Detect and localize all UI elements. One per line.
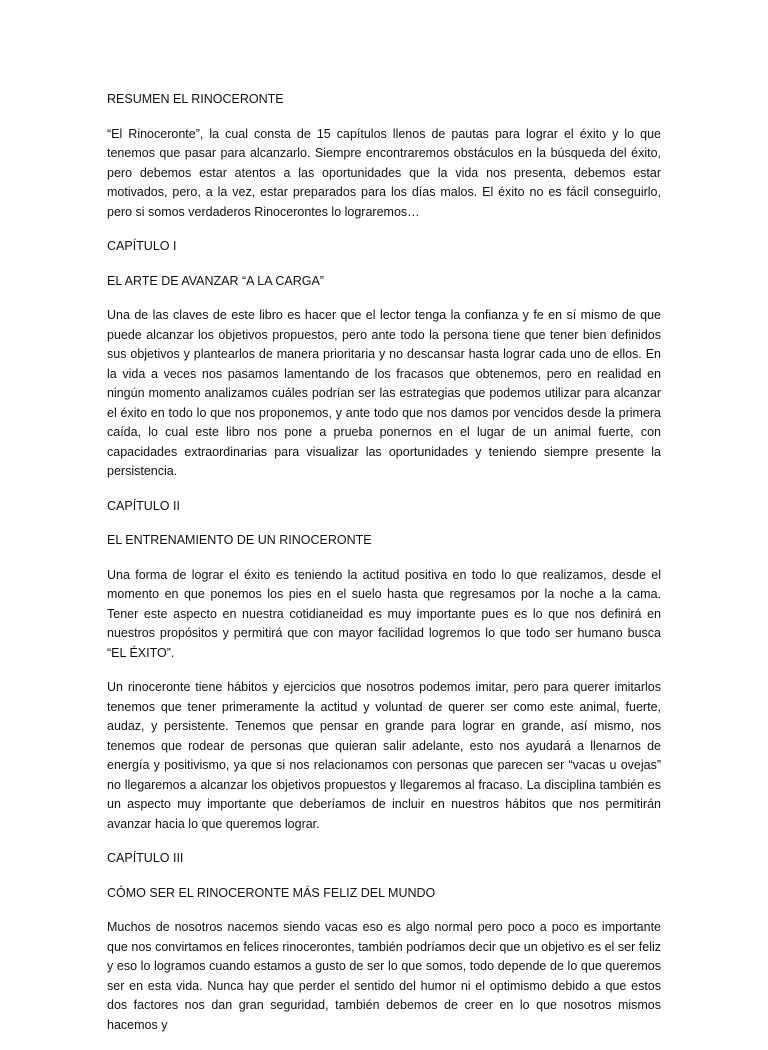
- chapter-1-paragraph: Una de las claves de este libro es hacer que el lector tenga la confianza y fe en sí mismo de que puede alcanzar los objetivos propuestos, pero ante todo la persona tiene que tener bien definidos sus objetivos y plantearlos de manera prioritaria y no descansar hasta lograr cada uno de ellos. En la vida a veces nos pasamos lamentando de los fracasos que obtenemos, pero en realidad en ningún momento analizamos cuáles podrían ser las estrategias que podemos utilizar para alcanzar el éxito en todo lo que nos proponemos, y ante todo que nos damos por vencidos desde la primera caída, lo cual este libro nos pone a prueba ponernos en el lugar de un animal fuerte, con capacidades extraordinarias para visualizar las oportunidades y teniendo siempre presente la persistencia.: [107, 308, 661, 478]
- chapter-1-label: CAPÍTULO I: [107, 239, 177, 253]
- chapter-2-label: CAPÍTULO II: [107, 498, 180, 513]
- intro-paragraph: “El Rinoceronte”, la cual consta de 15 capítulos llenos de pautas para lograr el éxito y lo que tenemos que pasar para alcanzarlo. Siempre encontraremos obstáculos en la búsqueda del éxito, pero debemos estar atentos a las oportunidades que la vida nos presenta, debemos estar motivados, pero, a la vez, estar preparados para los días malos. El éxito no es fácil conseguirlo, pero si somos verdaderos Rinocerontes lo lograremos…: [107, 126, 661, 219]
- chapter-3-paragraph: Muchos de nosotros nacemos siendo vacas eso es algo normal pero poco a poco es importante que nos convirtamos en felices rinocerontes, también podríamos decir que un objetivo es el ser feliz y eso lo logramos cuando estamos a gusto de ser lo que somos, todo depende de lo que queremos ser en esta vida. Nunca hay que perder el sentido del humor ni el optimismo debido a que estos dos factores nos dan gran seguridad, también debemos de creer en lo que nosotros mismos hacemos y: [107, 920, 661, 1032]
- document-body: [107, 90, 661, 1050]
- chapter-3-label: CAPÍTULO III: [107, 851, 184, 865]
- document-title: RESUMEN EL RINOCERONTE: [107, 92, 284, 106]
- chapter-2-title: EL ENTRENAMIENTO DE UN RINOCERONTE: [107, 533, 372, 547]
- chapter-2-paragraph-2: Un rinoceronte tiene hábitos y ejercicios que nosotros podemos imitar, pero para querer imitarlos tenemos que tener primeramente la actitud y voluntad de querer ser como este animal, fuerte, audaz, y persistente. Tenemos que pensar en grande para lograr en grande, así mismo, nos tenemos que rodear de personas que quieran salir adelante, esto nos ayudará a llenarnos de energía y positivismo, ya que si nos relacionamos con personas que parecen ser “vacas u ovejas” no llegaremos a alcanzar los objetivos propuestos y llegaremos al fracaso. La disciplina también es un aspecto muy importante que deberíamos de incluir en nuestros hábitos que nos permitirán avanzar hacia lo que queremos lograr.: [107, 680, 661, 831]
- chapter-2-paragraph-1: Una forma de lograr el éxito es teniendo la actitud positiva en todo lo que realizamos, desde el momento en que ponemos los pies en el suelo hasta que regresamos por la noche a la cama. Tener este aspecto en nuestra cotidianeidad es muy importante pues es lo que nos definirá en nuestros propósitos y permitirá que con mayor facilidad logremos lo que todo ser humano busca “EL ÉXITO”.: [107, 567, 661, 660]
- chapter-3-title: CÓMO SER EL RINOCERONTE MÁS FELIZ DEL MUNDO: [107, 885, 436, 900]
- chapter-1-title: EL ARTE DE AVANZAR “A LA CARGA”: [107, 273, 324, 288]
